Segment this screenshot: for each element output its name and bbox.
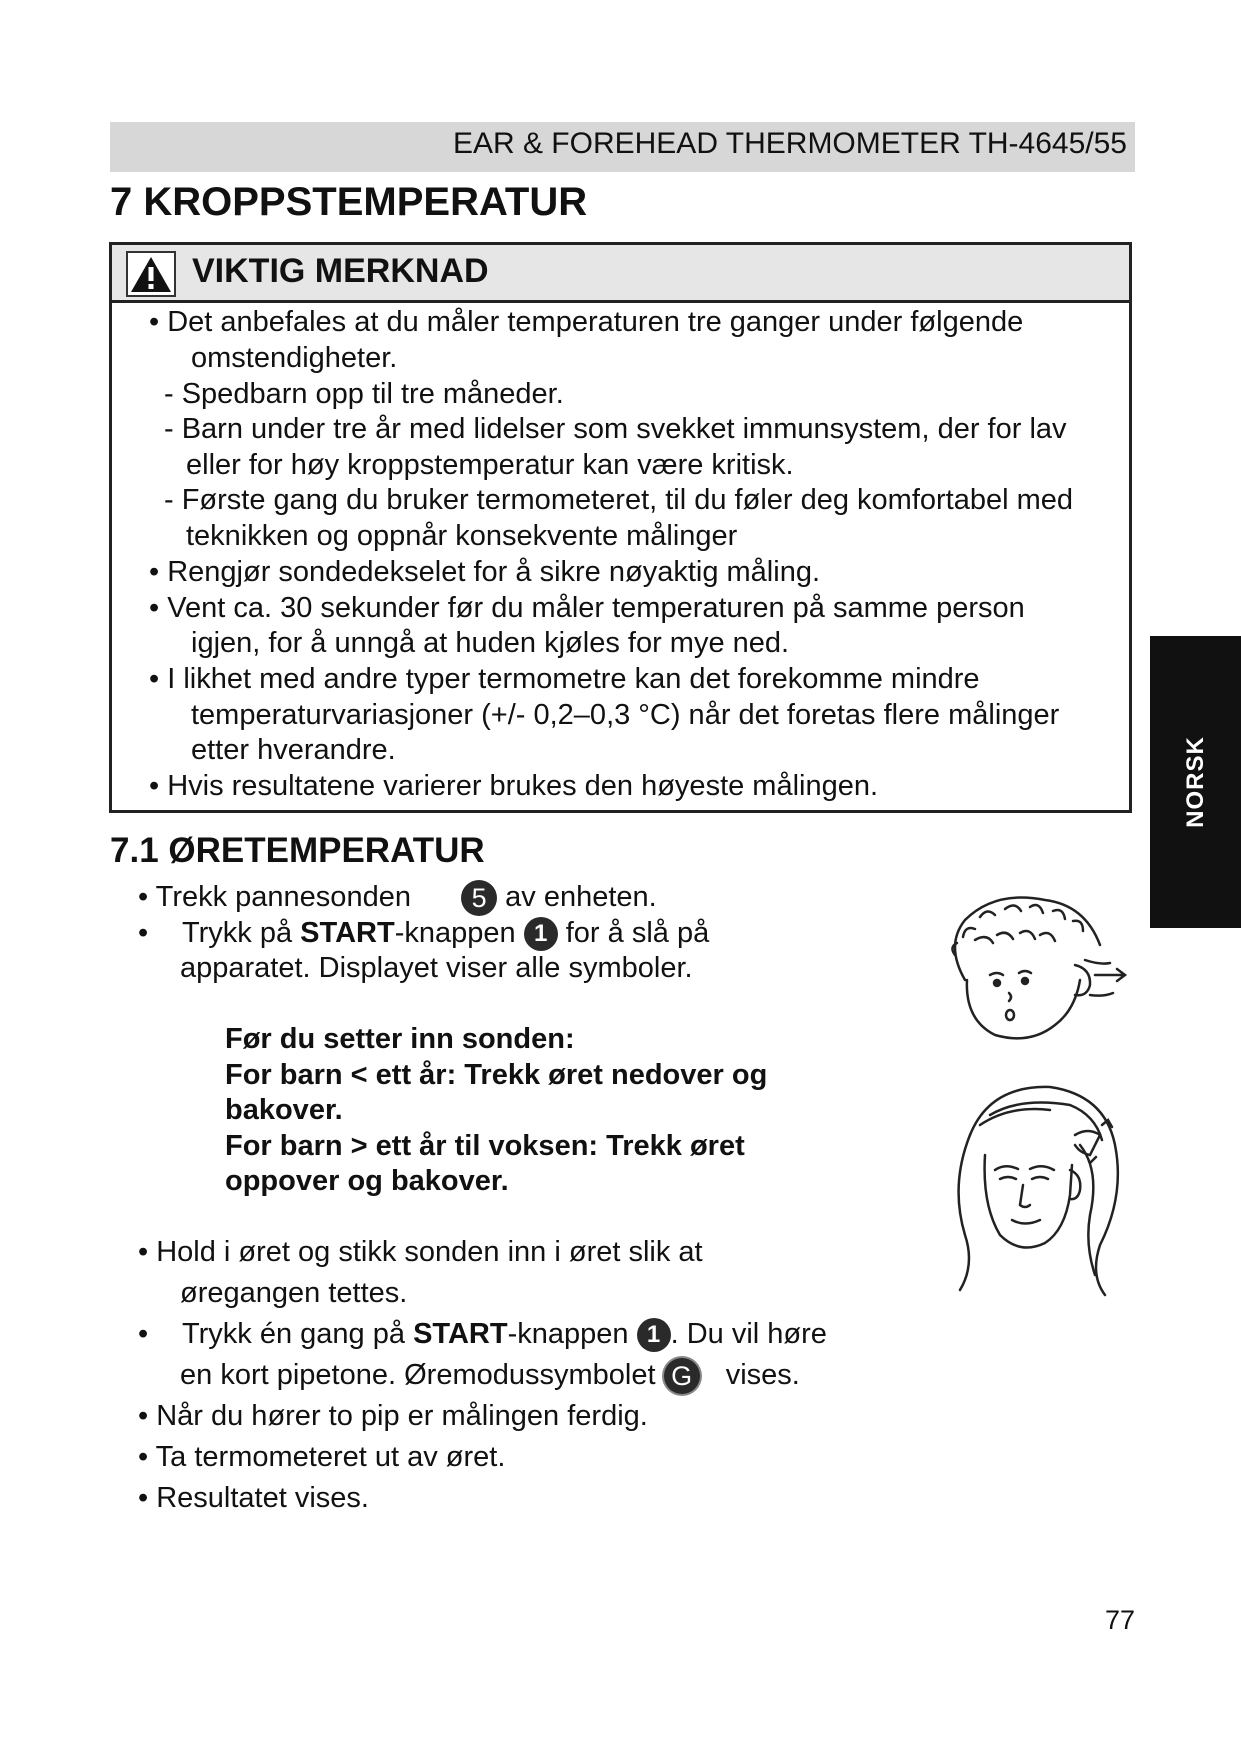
step-text: • Hold i øret og stikk sonden inn i øret slik at bbox=[138, 1236, 703, 1268]
start-button-marker-icon: 1 bbox=[524, 917, 558, 951]
step-text: en kort pipetone. Øremodussymbolet bbox=[180, 1359, 656, 1391]
note-line: For barn > ett år til voksen: Trekk øret bbox=[225, 1130, 745, 1162]
notice-line: - Barn under tre år med lidelser som svekket immunsystem, der for lav bbox=[164, 413, 1067, 445]
note-line: bakover. bbox=[225, 1094, 343, 1126]
notice-line: omstendigheter. bbox=[191, 342, 398, 374]
ear-mode-symbol-icon: G bbox=[664, 1358, 700, 1394]
notice-line: • Hvis resultatene varierer brukes den høyeste målingen. bbox=[149, 770, 879, 802]
notice-line: • Rengjør sondedekselet for å sikre nøyaktig måling. bbox=[149, 556, 821, 588]
step-text: av enheten. bbox=[505, 881, 657, 913]
note-line: Før du setter inn sonden: bbox=[225, 1023, 575, 1055]
step-bullet: • bbox=[138, 917, 149, 949]
step-ear-mode bbox=[180, 1357, 800, 1394]
notice-line: - Spedbarn opp til tre måneder. bbox=[164, 378, 564, 410]
notice-header bbox=[112, 245, 1129, 303]
step-text: -knappen bbox=[394, 917, 516, 949]
start-label: START bbox=[300, 917, 395, 949]
section-title: 7.1 ØRETEMPERATUR bbox=[110, 831, 485, 870]
notice-line: - Første gang du bruker termometeret, til du føler deg komfortabel med bbox=[164, 484, 1074, 516]
note-line: For barn < ett år: Trekk øret nedover og bbox=[225, 1059, 768, 1091]
step-press-start bbox=[182, 915, 709, 951]
page-number: 77 bbox=[1105, 1605, 1136, 1635]
step-text: • Ta termometeret ut av øret. bbox=[138, 1441, 506, 1473]
notice-line: etter hverandre. bbox=[191, 734, 396, 766]
step-text: for å slå på bbox=[565, 917, 710, 949]
forehead-probe-marker-icon: 5 bbox=[461, 880, 497, 916]
step-text: • Når du hører to pip er målingen ferdig. bbox=[138, 1400, 648, 1432]
notice-line: eller for høy kroppstemperatur kan være kritisk. bbox=[186, 449, 794, 481]
step-text: Trykk én gang på bbox=[182, 1318, 414, 1350]
adult-ear-illustration bbox=[930, 1075, 1140, 1305]
step-text: • Trekk pannesonden bbox=[138, 881, 411, 913]
notice-line: • I likhet med andre typer termometre kan det forekomme mindre bbox=[149, 663, 980, 695]
start-button-marker-icon: 1 bbox=[637, 1318, 671, 1352]
step-text: • Resultatet vises. bbox=[138, 1482, 369, 1514]
notice-line: temperaturvariasjoner (+/- 0,2–0,3 °C) når det foretas flere målinger bbox=[191, 699, 1060, 731]
step-text: . Du vil høre bbox=[670, 1318, 827, 1350]
step-text: Trykk på bbox=[182, 917, 301, 949]
language-tab bbox=[1150, 636, 1241, 928]
step-remove-probe bbox=[138, 879, 657, 916]
notice-line: teknikken og oppnår konsekvente målinger bbox=[186, 520, 738, 552]
notice-line: igjen, for å unngå at huden kjøles for mye ned. bbox=[191, 627, 790, 659]
child-ear-illustration bbox=[935, 885, 1135, 1045]
step-text: vises. bbox=[725, 1359, 800, 1391]
chapter-title: 7 KROPPSTEMPERATUR bbox=[110, 180, 588, 224]
notice-box bbox=[109, 242, 1132, 813]
notice-title: VIKTIG MERKNAD bbox=[192, 252, 489, 290]
step-text: øregangen tettes. bbox=[180, 1277, 408, 1309]
step-text: -knappen bbox=[507, 1318, 629, 1350]
language-tab-label: NORSK bbox=[1181, 736, 1209, 828]
start-label: START bbox=[413, 1318, 508, 1350]
notice-line: • Det anbefales at du måler temperaturen tre ganger under følgende bbox=[149, 306, 1024, 338]
notice-line: • Vent ca. 30 sekunder før du måler temperaturen på samme person bbox=[149, 592, 1025, 624]
warning-icon bbox=[126, 251, 176, 297]
note-line: oppover og bakover. bbox=[225, 1165, 509, 1197]
step-text: apparatet. Displayet viser alle symboler. bbox=[180, 952, 693, 984]
step-press-start-once bbox=[182, 1316, 827, 1352]
header-title: EAR & FOREHEAD THERMOMETER TH-4645/55 bbox=[452, 127, 1127, 160]
step-bullet: • bbox=[138, 1318, 149, 1350]
